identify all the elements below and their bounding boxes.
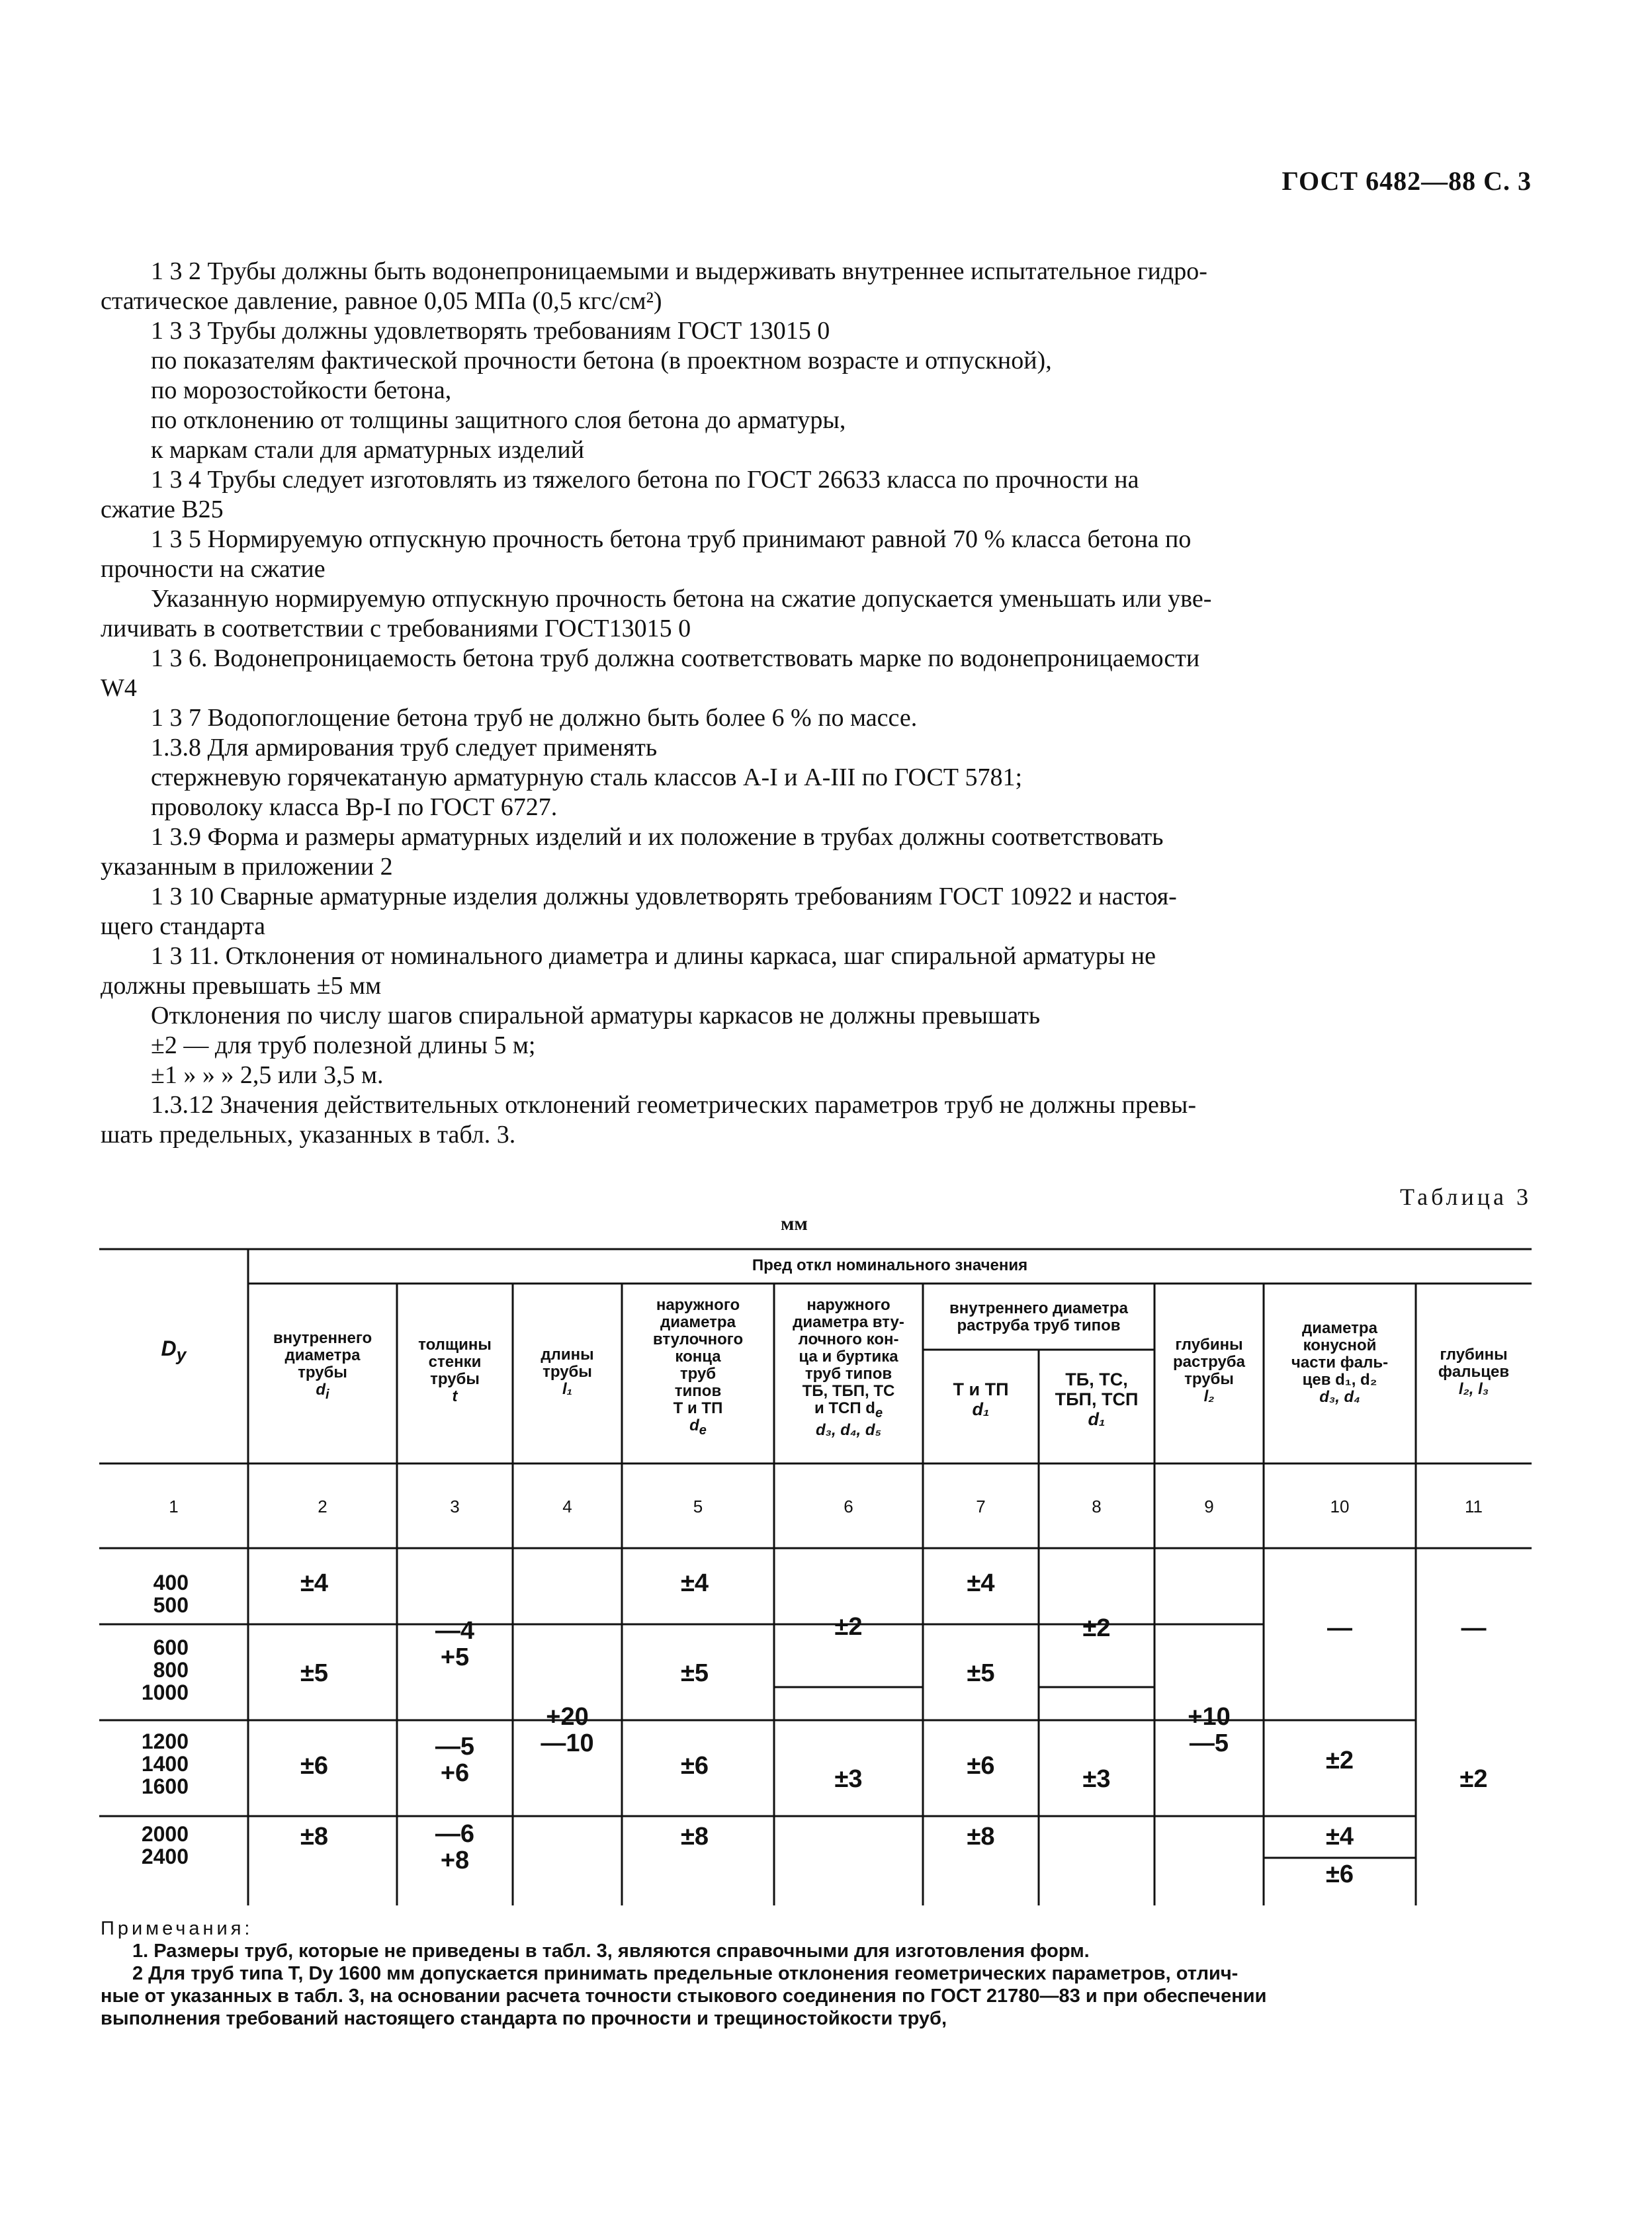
table-cell: [397, 1618, 513, 1671]
column-number: 2: [318, 1497, 327, 1516]
header-line: труб типов: [804, 1365, 892, 1383]
symbol-sub: i: [326, 1387, 329, 1402]
dy-group-3: [99, 1730, 189, 1798]
cell-line: —4: [435, 1617, 475, 1645]
paragraph-line: Отклонения по числу шагов спиральной арматуры каркасов не должны превышать: [151, 1002, 1041, 1029]
header-line: глубины: [1440, 1346, 1508, 1364]
header-symbol: d₃, d₄, d₅: [815, 1420, 882, 1439]
column-number: 9: [1204, 1497, 1214, 1516]
paragraph-line: проволоку класса Вр-I по ГОСТ 6727.: [151, 793, 558, 821]
note-line: ные от указанных в табл. 3, на основании расчета точности стыкового соединения по ГОСТ 21780—83 и при обеспечении: [101, 1985, 1267, 2007]
paragraph-line: 1.3.8 Для армирования труб следует применять: [151, 734, 658, 762]
header-line: трубы: [430, 1370, 480, 1388]
dy-value: 1600: [141, 1774, 189, 1798]
paragraph-line: Указанную нормируемую отпускную прочность бетона на сжатие допускается уменьшать или уве-: [151, 585, 1212, 613]
header-line: Т и ТП: [953, 1379, 1009, 1399]
column-number: 4: [562, 1497, 572, 1516]
header-line: цев d₁, d₂: [1302, 1371, 1377, 1389]
header-line: лочного кон-: [798, 1331, 899, 1348]
paragraph-line: 1 3 6. Водонепроницаемость бетона труб должна соответствовать марке по водонепроницаемости: [151, 644, 1200, 672]
header-symbol: d₁: [1088, 1409, 1106, 1429]
header-line: Т и ТП: [673, 1399, 723, 1417]
table-cell: ±4: [1326, 1823, 1354, 1851]
paragraph-line: ±1 » » » 2,5 или 3,5 м.: [151, 1061, 384, 1089]
column-number: 11: [1465, 1497, 1483, 1516]
note-line: выполнения требований настоящего стандарта по прочности и трещиностойкости труб,: [101, 2008, 947, 2029]
note-line: 1. Размеры труб, которые не приведены в табл. 3, являются справочными для изготовления форм.: [132, 1941, 1090, 1962]
header-line: наружного: [806, 1296, 891, 1314]
header-symbol: l₁: [562, 1380, 573, 1398]
table-cell: ±2: [1326, 1747, 1354, 1774]
table-cell: ±5: [300, 1659, 328, 1687]
header-line: конусной: [1303, 1336, 1377, 1354]
note-line: 2 Для труб типа Т, Dy 1600 мм допускается принимать предельные отклонения геометрических параметров, отлич-: [132, 1963, 1239, 1984]
paragraph-line: указанным в приложении 2: [101, 853, 393, 881]
table-cell: ±4: [300, 1569, 328, 1597]
column-header-inner-diameter: [248, 1330, 397, 1403]
header-line: труб: [679, 1365, 717, 1383]
column-header-socket-t: [923, 1379, 1039, 1419]
table-cell: ±6: [967, 1752, 995, 1780]
column-header-fold-depth: [1416, 1346, 1532, 1398]
table-cell: ±2: [1082, 1614, 1111, 1642]
paragraph-line: статическое давление, равное 0,05 МПа (0,5 кгс/см²): [101, 287, 662, 315]
dy-group-4: [99, 1823, 189, 1868]
table-cell: ±5: [967, 1659, 995, 1687]
header-line: раструба: [1173, 1353, 1245, 1371]
dy-value: 600: [153, 1636, 189, 1659]
dy-value: 1000: [141, 1680, 189, 1704]
cell-line: +6: [440, 1759, 470, 1787]
table-cell: ±4: [967, 1569, 995, 1597]
symbol: d: [316, 1381, 326, 1399]
header-line: внутреннего диаметра: [949, 1299, 1128, 1317]
dy-value: 1400: [141, 1752, 189, 1776]
column-header-wall-thickness: [397, 1336, 513, 1405]
dy-value: 500: [153, 1593, 189, 1617]
table-title: Таблица 3: [1400, 1184, 1532, 1210]
column-header-outer-bead: [774, 1297, 923, 1439]
header-line: толщины: [418, 1336, 492, 1354]
dy-symbol: D: [161, 1336, 177, 1360]
table-cell: ±6: [681, 1752, 709, 1780]
column-header-cone-diameter: [1264, 1320, 1416, 1406]
table-cell: ±6: [300, 1752, 328, 1780]
paragraph-line: 1 3 5 Нормируемую отпускную прочность бетона труб принимают равной 70 % класса бетона по: [151, 525, 1192, 553]
column-header-dy: [99, 1336, 248, 1366]
header-line: фальцев: [1438, 1363, 1510, 1381]
table-cell: ±4: [681, 1569, 709, 1597]
header-line: диаметра: [1302, 1319, 1377, 1337]
header-line: конца: [675, 1348, 721, 1366]
paragraph-line: 1 3 3 Трубы должны удовлетворять требованиям ГОСТ 13015 0: [151, 317, 830, 345]
table-cell: ±5: [681, 1659, 709, 1687]
header-line: ТБ, ТС,: [1065, 1370, 1128, 1389]
header-line: раструба труб типов: [957, 1317, 1121, 1334]
symbol: d: [689, 1417, 699, 1434]
notes-title: Примечания:: [101, 1918, 253, 1939]
header-line: трубы: [298, 1364, 347, 1381]
header-line: втулочного: [652, 1331, 744, 1348]
paragraph-line: сжатие В25: [101, 496, 224, 523]
header-symbol: t: [452, 1387, 458, 1405]
column-header-socket-group: [923, 1300, 1154, 1334]
dy-value: 2000: [141, 1822, 189, 1846]
paragraph-line: 1 3.9 Форма и размеры арматурных изделий и их положение в трубах должны соответствовать: [151, 823, 1164, 851]
cell-line: —10: [541, 1729, 594, 1757]
paragraph-line: 1 3 7 Водопоглощение бетона труб не должно быть более 6 % по массе.: [151, 704, 918, 732]
header-line: ца и буртика: [799, 1348, 898, 1366]
table-cell: ±2: [1459, 1765, 1488, 1793]
paragraph-line: стержневую горячекатаную арматурную сталь классов А-I и А-III по ГОСТ 5781;: [151, 763, 1023, 791]
cell-line: —5: [435, 1733, 475, 1761]
table-cell: ±6: [1326, 1860, 1354, 1888]
cell-line: —5: [1189, 1729, 1229, 1757]
dy-group-2: [99, 1636, 189, 1704]
column-number: 1: [169, 1497, 179, 1516]
header-line: глубины: [1175, 1336, 1243, 1354]
column-header-length: [513, 1346, 622, 1398]
notes: [101, 1917, 1530, 2030]
dy-value: 2400: [141, 1845, 189, 1868]
header-line: типов: [674, 1382, 722, 1400]
table-cell: —: [1461, 1614, 1487, 1642]
paragraph-line: ±2 — для труб полезной длины 5 м;: [151, 1031, 536, 1059]
paragraph-line: 1 3 10 Сварные арматурные изделия должны удовлетворять требованиям ГОСТ 10922 и настоя-: [151, 883, 1177, 910]
dy-value: 400: [153, 1571, 189, 1594]
header-symbol: l₂: [1203, 1387, 1215, 1405]
header-line: диаметра: [284, 1346, 361, 1364]
header-line: трубы: [1184, 1370, 1234, 1388]
header-line: внутреннего: [273, 1329, 372, 1347]
dy-value: 1200: [141, 1729, 189, 1753]
paragraph-line: щего стандарта: [101, 912, 266, 940]
table-cell: [1154, 1704, 1264, 1757]
table-cell: ±3: [1082, 1765, 1111, 1793]
paragraph-line: W4: [101, 674, 137, 702]
symbol-sub: e: [699, 1422, 707, 1438]
paragraph-line: по отклонению от толщины защитного слоя бетона до арматуры,: [151, 406, 846, 434]
paragraph-line: прочности на сжатие: [101, 555, 326, 583]
table-cell: —: [1327, 1614, 1352, 1642]
cell-line: +5: [440, 1643, 470, 1671]
paragraph-line: 1 3 4 Трубы следует изготовлять из тяжелого бетона по ГОСТ 26633 класса по прочности на: [151, 466, 1139, 494]
table-cell: ±3: [834, 1765, 863, 1793]
cell-line: +8: [440, 1847, 470, 1874]
paragraph-line: должны превышать ±5 мм: [101, 972, 382, 1000]
column-number: 10: [1330, 1497, 1350, 1516]
header-line: диаметра: [660, 1313, 736, 1331]
table-cell: ±8: [300, 1823, 328, 1851]
table-cell: [397, 1821, 513, 1874]
header-symbol: d₃, d₄: [1319, 1388, 1360, 1406]
table-cell: [397, 1733, 513, 1786]
table-cell: ±8: [681, 1823, 709, 1851]
paragraph-line: 1 3 11. Отклонения от номинального диаметра и длины каркаса, шаг спиральной арматуры не: [151, 942, 1156, 970]
table-group-header: Пред откл номинального значения: [752, 1256, 1028, 1274]
header-line: наружного: [656, 1296, 740, 1314]
dy-group-1: [99, 1571, 189, 1616]
column-number: 6: [844, 1497, 853, 1516]
column-number: 8: [1092, 1497, 1102, 1516]
symbol-sub: e: [875, 1405, 883, 1420]
column-number: 5: [693, 1497, 703, 1516]
header-line: стенки: [428, 1353, 482, 1371]
header-line: ТБ, ТБП, ТС: [802, 1382, 895, 1400]
cell-line: +10: [1188, 1703, 1231, 1731]
column-header-outer-sleeve: [622, 1297, 774, 1439]
header-line: трубы: [543, 1363, 592, 1381]
column-header-socket-depth: [1154, 1336, 1264, 1405]
paragraph-line: 1 3 2 Трубы должны быть водонепроницаемыми и выдерживать внутреннее испытательное гидро-: [151, 257, 1207, 285]
table-cell: [513, 1704, 622, 1757]
header-line: диаметра вту-: [793, 1313, 904, 1331]
table-unit: мм: [781, 1213, 808, 1235]
header-text: и ТСП d: [814, 1399, 875, 1417]
dy-value: 800: [153, 1658, 189, 1682]
paragraph-line: по показателям фактической прочности бетона (в проектном возрасте и отпускной),: [151, 347, 1052, 374]
header-line: [774, 1400, 923, 1422]
table-cell: ±8: [967, 1823, 995, 1851]
header-symbol: [622, 1417, 774, 1439]
paragraph-line: по морозостойкости бетона,: [151, 376, 452, 404]
header-symbol: [248, 1381, 397, 1403]
cell-line: +20: [546, 1703, 589, 1731]
paragraph-line: личивать в соответствии с требованиями ГОСТ13015 0: [101, 615, 691, 642]
paragraph-line: 1.3.12 Значения действительных отклонений геометрических параметров труб не должны превы-: [151, 1091, 1196, 1119]
table-cell: ±2: [834, 1613, 863, 1641]
header-line: длины: [541, 1346, 594, 1364]
cell-line: —6: [435, 1820, 475, 1848]
column-header-socket-tb: [1039, 1370, 1154, 1429]
column-number: 7: [976, 1497, 986, 1516]
header-line: части фаль-: [1291, 1354, 1389, 1372]
dy-subscript: у: [176, 1344, 187, 1365]
page-header: ГОСТ 6482—88 С. 3: [1282, 166, 1532, 196]
header-symbol: d₁: [972, 1399, 990, 1419]
header-symbol: l₂, l₃: [1458, 1380, 1489, 1398]
paragraph-line: к маркам стали для арматурных изделий: [151, 436, 585, 464]
column-number: 3: [450, 1497, 460, 1516]
header-line: ТБП, ТСП: [1055, 1389, 1139, 1409]
paragraph-line: шать предельных, указанных в табл. 3.: [101, 1121, 516, 1149]
